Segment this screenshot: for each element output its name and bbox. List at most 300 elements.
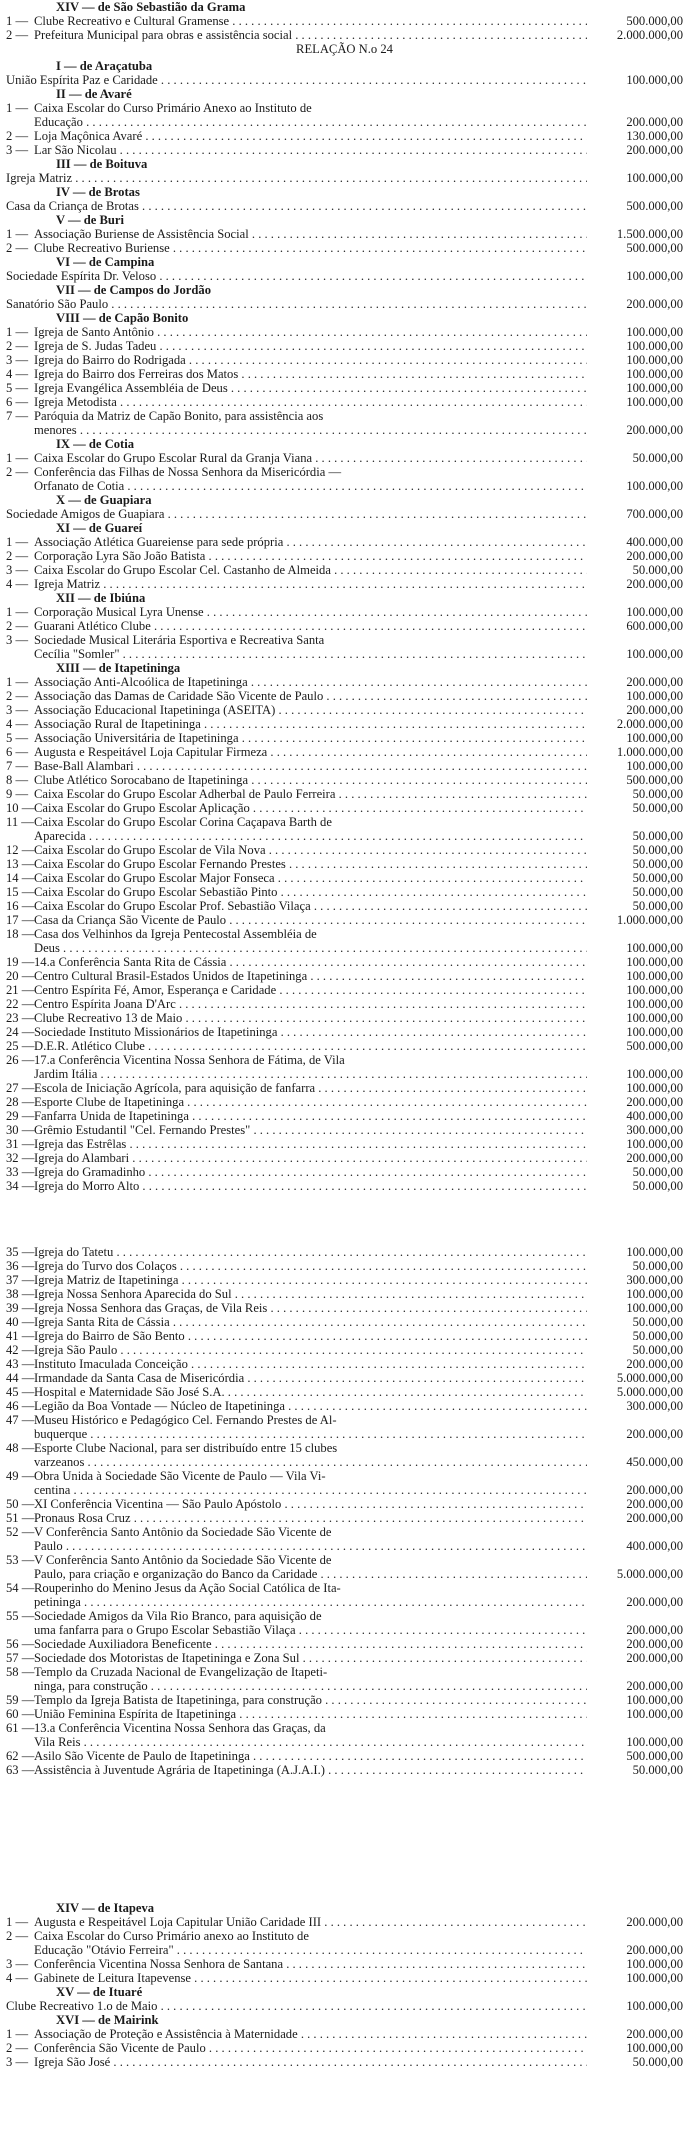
item-number: 47 — bbox=[6, 1413, 35, 1427]
list-item bbox=[6, 1441, 683, 1455]
municipality-heading: IV — de Brotas bbox=[56, 185, 140, 199]
item-number: 1 — bbox=[6, 605, 29, 619]
item-description: Museu Histórico e Pedagógico Cel. Fernando Prestes de Al- bbox=[34, 1413, 337, 1427]
list-item bbox=[6, 1469, 683, 1483]
item-description: Gabinete de Leitura Itapevense . . . bbox=[34, 1971, 587, 1985]
list-item bbox=[6, 577, 683, 591]
item-number: 41 — bbox=[6, 1329, 35, 1343]
municipality-heading: XIII — de Itapetininga bbox=[56, 661, 181, 675]
list-item bbox=[6, 381, 683, 395]
item-number: 19 — bbox=[6, 955, 35, 969]
item-description: Igreja de S. Judas Tadeu . . . bbox=[34, 339, 587, 353]
item-number: 27 — bbox=[6, 1081, 35, 1095]
item-number: 48 — bbox=[6, 1441, 35, 1455]
list-item bbox=[6, 773, 683, 787]
list-item bbox=[6, 423, 683, 437]
list-item bbox=[6, 507, 683, 521]
list-item bbox=[6, 871, 683, 885]
item-number: 13 — bbox=[6, 857, 35, 871]
item-description: 17.a Conferência Vicentina Nossa Senhora de Fátima, de Vila bbox=[34, 1053, 345, 1067]
item-number: 43 — bbox=[6, 1357, 35, 1371]
item-number: 23 — bbox=[6, 1011, 35, 1025]
list-item bbox=[6, 1109, 683, 1123]
list-item bbox=[6, 703, 683, 717]
municipality-heading: XII — de Ibiúna bbox=[56, 591, 146, 605]
item-description: Associação Atlética Guareiense para sede própria . . . bbox=[34, 535, 587, 549]
item-amount: 450.000,00 bbox=[626, 1455, 683, 1469]
item-amount: 50.000,00 bbox=[632, 451, 683, 465]
municipality-heading: I — de Araçatuba bbox=[56, 59, 153, 73]
item-description: Caixa Escolar do Grupo Escolar Major Fonseca . . . bbox=[34, 871, 587, 885]
item-number: 30 — bbox=[6, 1123, 35, 1137]
item-number: 58 — bbox=[6, 1665, 35, 1679]
list-item bbox=[6, 1929, 683, 1943]
item-description: Augusta e Respeitável Loja Capitular União Caridade III . . . bbox=[34, 1915, 587, 1929]
list-item bbox=[6, 605, 683, 619]
item-description: Corporação Lyra São João Batista . . . bbox=[34, 549, 587, 563]
list-item bbox=[6, 1957, 683, 1971]
list-item bbox=[6, 1137, 683, 1151]
item-amount: 50.000,00 bbox=[632, 1179, 683, 1193]
item-description: Augusta e Respeitável Loja Capitular Firmeza . . . bbox=[34, 745, 587, 759]
item-amount: 50.000,00 bbox=[632, 563, 683, 577]
item-number: 33 — bbox=[6, 1165, 35, 1179]
item-description: Igreja do Bairro do Rodrigada . . . bbox=[34, 353, 587, 367]
list-item bbox=[6, 941, 683, 955]
item-description: Caixa Escolar do Grupo Escolar Prof. Sebastião Vilaça . . . bbox=[34, 899, 587, 913]
item-description: Pronaus Rosa Cruz . . . bbox=[34, 1511, 587, 1525]
item-amount: 100.000,00 bbox=[626, 1011, 683, 1025]
item-number: 15 — bbox=[6, 885, 35, 899]
list-item bbox=[6, 28, 683, 42]
list-item bbox=[6, 1081, 683, 1095]
item-amount: 200.000,00 bbox=[626, 1497, 683, 1511]
list-item bbox=[6, 1651, 683, 1665]
item-description: Esporte Clube de Itapetininga . . . bbox=[34, 1095, 587, 1109]
item-amount: 50.000,00 bbox=[632, 1315, 683, 1329]
list-item bbox=[6, 269, 683, 283]
item-description: Clube Recreativo Buriense . . . bbox=[34, 241, 587, 255]
item-number: 10 — bbox=[6, 801, 35, 815]
list-item bbox=[6, 619, 683, 633]
list-item bbox=[6, 409, 683, 423]
list-item bbox=[6, 353, 683, 367]
list-item bbox=[6, 325, 683, 339]
item-amount: 600.000,00 bbox=[626, 619, 683, 633]
list-item bbox=[6, 1399, 683, 1413]
item-amount: 200.000,00 bbox=[626, 1357, 683, 1371]
list-item bbox=[6, 1413, 683, 1427]
item-description: Centro Espírita Fé, Amor, Esperança e Caridade . . . bbox=[34, 983, 587, 997]
municipality-heading: XI — de Guareí bbox=[56, 521, 143, 535]
item-description: Igreja Metodista . . . bbox=[34, 395, 587, 409]
item-description: Caixa Escolar do Grupo Escolar Fernando Prestes . . . bbox=[34, 857, 587, 871]
item-amount: 50.000,00 bbox=[632, 899, 683, 913]
item-description: Orfanato de Cotia . . . bbox=[34, 479, 587, 493]
item-description: Legião da Boa Vontade — Núcleo de Itapetininga . . . bbox=[34, 1399, 587, 1413]
item-number: 28 — bbox=[6, 1095, 35, 1109]
list-item bbox=[6, 14, 683, 28]
item-amount: 100.000,00 bbox=[626, 955, 683, 969]
list-item bbox=[6, 1273, 683, 1287]
item-number: 3 — bbox=[6, 1957, 29, 1971]
item-amount: 100.000,00 bbox=[626, 1957, 683, 1971]
item-description: Igreja do Bairro de São Bento . . . bbox=[34, 1329, 587, 1343]
item-description: Rouperinho do Menino Jesus da Ação Social Católica de Ita- bbox=[34, 1581, 341, 1595]
municipality-heading: XIV — de São Sebastião da Grama bbox=[56, 0, 246, 14]
list-item bbox=[6, 1455, 683, 1469]
item-number: 2 — bbox=[6, 549, 29, 563]
item-amount: 100.000,00 bbox=[626, 983, 683, 997]
item-amount: 50.000,00 bbox=[632, 1763, 683, 1777]
item-amount: 5.000.000,00 bbox=[616, 1385, 683, 1399]
item-description: Templo da Cruzada Nacional de Evangelização de Itapeti- bbox=[34, 1665, 328, 1679]
list-item bbox=[6, 969, 683, 983]
item-description: Igreja Nossa Senhora Aparecida do Sul . . . bbox=[34, 1287, 587, 1301]
item-description: Caixa Escolar do Grupo Escolar de Vila Nova . . . bbox=[34, 843, 587, 857]
item-number: 11 — bbox=[6, 815, 34, 829]
item-number: 22 — bbox=[6, 997, 35, 1011]
item-amount: 500.000,00 bbox=[626, 199, 683, 213]
item-amount: 500.000,00 bbox=[626, 241, 683, 255]
list-item bbox=[6, 1637, 683, 1651]
item-number: 55 — bbox=[6, 1609, 35, 1623]
item-amount: 50.000,00 bbox=[632, 1343, 683, 1357]
item-description: centina . . . bbox=[34, 1483, 587, 1497]
item-amount: 100.000,00 bbox=[626, 1999, 683, 2013]
list-item bbox=[6, 2041, 683, 2055]
item-number: 3 — bbox=[6, 703, 29, 717]
item-amount: 2.000.000,00 bbox=[616, 717, 683, 731]
list-item bbox=[6, 1245, 683, 1259]
list-item bbox=[6, 1525, 683, 1539]
municipality-heading: XVI — de Mairink bbox=[56, 2013, 159, 2027]
list-item bbox=[6, 647, 683, 661]
item-amount: 1.000.000,00 bbox=[616, 913, 683, 927]
item-amount: 100.000,00 bbox=[626, 1067, 683, 1081]
list-item bbox=[6, 1287, 683, 1301]
list-item bbox=[6, 241, 683, 255]
list-item bbox=[6, 927, 683, 941]
item-description: Sociedade Amigos da Vila Rio Branco, para aquisição de bbox=[34, 1609, 322, 1623]
list-item bbox=[6, 885, 683, 899]
item-description: Sociedade Espírita Dr. Veloso . . . bbox=[6, 269, 587, 283]
item-description: Igreja do Alambari . . . bbox=[34, 1151, 587, 1165]
list-item bbox=[6, 479, 683, 493]
item-description: Igreja Matriz . . . bbox=[6, 171, 587, 185]
item-description: 13.a Conferência Vicentina Nossa Senhora das Graças, da bbox=[34, 1721, 326, 1735]
list-item bbox=[6, 1595, 683, 1609]
item-description: Sociedade Instituto Missionários de Itapetininga . . . bbox=[34, 1025, 587, 1039]
item-number: 57 — bbox=[6, 1651, 35, 1665]
item-number: 2 — bbox=[6, 28, 29, 42]
item-amount: 5.000.000,00 bbox=[616, 1371, 683, 1385]
item-amount: 50.000,00 bbox=[632, 871, 683, 885]
item-description: Centro Espírita Joana D'Arc . . . bbox=[34, 997, 587, 1011]
item-amount: 50.000,00 bbox=[632, 787, 683, 801]
item-description: Igreja São José . . . bbox=[34, 2055, 587, 2069]
item-number: 34 — bbox=[6, 1179, 35, 1193]
item-number: 4 — bbox=[6, 1971, 29, 1985]
item-number: 1 — bbox=[6, 535, 29, 549]
item-number: 1 — bbox=[6, 227, 29, 241]
item-description: Aparecida . . . bbox=[34, 829, 587, 843]
list-item bbox=[6, 1357, 683, 1371]
item-amount: 100.000,00 bbox=[626, 2041, 683, 2055]
list-item bbox=[6, 1371, 683, 1385]
item-number: 2 — bbox=[6, 339, 29, 353]
item-amount: 200.000,00 bbox=[626, 549, 683, 563]
list-item bbox=[6, 1329, 683, 1343]
list-item bbox=[6, 1623, 683, 1637]
item-number: 4 — bbox=[6, 717, 29, 731]
list-item bbox=[6, 2027, 683, 2041]
item-amount: 100.000,00 bbox=[626, 605, 683, 619]
item-description: Sociedade Musical Literária Esportiva e Recreativa Santa bbox=[34, 633, 325, 647]
item-description: Educação . . . bbox=[34, 115, 587, 129]
item-description: Igreja Matriz de Itapetininga . . . bbox=[34, 1273, 587, 1287]
item-number: 46 — bbox=[6, 1399, 35, 1413]
item-amount: 100.000,00 bbox=[626, 1287, 683, 1301]
item-description: Associação Rural de Itapetininga . . . bbox=[34, 717, 587, 731]
item-number: 17 — bbox=[6, 913, 35, 927]
list-item bbox=[6, 801, 683, 815]
item-description: XI Conferência Vicentina — São Paulo Apóstolo . . . bbox=[34, 1497, 587, 1511]
item-number: 1 — bbox=[6, 675, 29, 689]
item-number: 35 — bbox=[6, 1245, 35, 1259]
list-item bbox=[6, 115, 683, 129]
item-amount: 100.000,00 bbox=[626, 339, 683, 353]
item-amount: 200.000,00 bbox=[626, 297, 683, 311]
item-amount: 500.000,00 bbox=[626, 1039, 683, 1053]
item-amount: 50.000,00 bbox=[632, 857, 683, 871]
item-amount: 100.000,00 bbox=[626, 997, 683, 1011]
item-description: Igreja Santa Rita de Cássia . . . bbox=[34, 1315, 587, 1329]
list-item bbox=[6, 73, 683, 87]
item-number: 37 — bbox=[6, 1273, 35, 1287]
item-number: 8 — bbox=[6, 773, 29, 787]
item-amount: 50.000,00 bbox=[632, 801, 683, 815]
item-number: 5 — bbox=[6, 381, 29, 395]
list-item bbox=[6, 689, 683, 703]
item-description: Templo da Igreja Batista de Itapetininga, para construção . . . bbox=[34, 1693, 587, 1707]
municipality-heading: XV — de Ituaré bbox=[56, 1985, 143, 1999]
item-number: 4 — bbox=[6, 577, 29, 591]
item-description: Esporte Clube Nacional, para ser distribuído entre 15 clubes bbox=[34, 1441, 338, 1455]
item-number: 32 — bbox=[6, 1151, 35, 1165]
item-amount: 200.000,00 bbox=[626, 1637, 683, 1651]
item-amount: 200.000,00 bbox=[626, 1095, 683, 1109]
item-number: 2 — bbox=[6, 689, 29, 703]
item-amount: 100.000,00 bbox=[626, 73, 683, 87]
list-item bbox=[6, 1343, 683, 1357]
item-number: 2 — bbox=[6, 465, 29, 479]
item-description: uma fanfarra para o Grupo Escolar Sebastião Vilaça . . . bbox=[34, 1623, 587, 1637]
list-item bbox=[6, 1581, 683, 1595]
item-number: 51 — bbox=[6, 1511, 35, 1525]
item-amount: 700.000,00 bbox=[626, 507, 683, 521]
item-amount: 50.000,00 bbox=[632, 829, 683, 843]
item-number: 50 — bbox=[6, 1497, 35, 1511]
item-number: 6 — bbox=[6, 745, 29, 759]
item-description: Caixa Escolar do Curso Primário Anexo ao Instituto de bbox=[34, 101, 312, 115]
item-amount: 200.000,00 bbox=[626, 1651, 683, 1665]
item-number: 3 — bbox=[6, 143, 29, 157]
list-item bbox=[6, 983, 683, 997]
list-item bbox=[6, 1385, 683, 1399]
item-number: 18 — bbox=[6, 927, 35, 941]
item-amount: 200.000,00 bbox=[626, 1427, 683, 1441]
list-item bbox=[6, 731, 683, 745]
list-item bbox=[6, 395, 683, 409]
item-amount: 200.000,00 bbox=[626, 1595, 683, 1609]
item-number: 1 — bbox=[6, 1915, 29, 1929]
item-number: 9 — bbox=[6, 787, 29, 801]
item-description: União Espírita Paz e Caridade . . . bbox=[6, 73, 587, 87]
item-description: Associação de Proteção e Assistência à Maternidade . . . bbox=[34, 2027, 587, 2041]
item-amount: 200.000,00 bbox=[626, 423, 683, 437]
item-description: Instituto Imaculada Conceição . . . bbox=[34, 1357, 587, 1371]
item-amount: 200.000,00 bbox=[626, 1679, 683, 1693]
item-description: Paulo . . . bbox=[34, 1539, 587, 1553]
list-item bbox=[6, 297, 683, 311]
item-description: Associação Buriense de Assistência Social . . . bbox=[34, 227, 587, 241]
item-number: 14 — bbox=[6, 871, 35, 885]
item-description: Igreja Nossa Senhora das Graças, de Vila Reis . . . bbox=[34, 1301, 587, 1315]
item-amount: 200.000,00 bbox=[626, 115, 683, 129]
item-amount: 50.000,00 bbox=[632, 1165, 683, 1179]
list-item bbox=[6, 1553, 683, 1567]
municipality-heading: V — de Buri bbox=[56, 213, 124, 227]
item-amount: 100.000,00 bbox=[626, 395, 683, 409]
item-description: Clube Recreativo 1.o de Maio . . . bbox=[6, 1999, 587, 2013]
item-description: Clube Atlético Sorocabano de Itapetininga . . . bbox=[34, 773, 587, 787]
item-number: 2 — bbox=[6, 129, 29, 143]
list-item bbox=[6, 1539, 683, 1553]
item-number: 3 — bbox=[6, 633, 29, 647]
list-item bbox=[6, 563, 683, 577]
list-item bbox=[6, 1095, 683, 1109]
list-item bbox=[6, 1053, 683, 1067]
item-number: 7 — bbox=[6, 759, 29, 773]
list-item bbox=[6, 899, 683, 913]
item-number: 4 — bbox=[6, 367, 29, 381]
list-item bbox=[6, 535, 683, 549]
item-description: Fanfarra Unida de Itapetininga . . . bbox=[34, 1109, 587, 1123]
list-item bbox=[6, 1679, 683, 1693]
list-item bbox=[6, 1301, 683, 1315]
list-item bbox=[6, 451, 683, 465]
list-item bbox=[6, 745, 683, 759]
municipality-heading: XIV — de Itapeva bbox=[56, 1901, 155, 1915]
item-description: 14.a Conferência Santa Rita de Cássia . . . bbox=[34, 955, 587, 969]
item-description: Casa da Criança de Brotas . . . bbox=[6, 199, 587, 213]
list-item bbox=[6, 367, 683, 381]
item-description: Igreja do Tatetu . . . bbox=[34, 1245, 587, 1259]
item-number: 1 — bbox=[6, 101, 29, 115]
item-amount: 1.000.000,00 bbox=[616, 745, 683, 759]
item-number: 1 — bbox=[6, 14, 29, 28]
list-item bbox=[6, 1011, 683, 1025]
item-description: Igreja do Gramadinho . . . bbox=[34, 1165, 587, 1179]
item-amount: 200.000,00 bbox=[626, 1511, 683, 1525]
municipality-heading: VI — de Campina bbox=[56, 255, 155, 269]
item-number: 45 — bbox=[6, 1385, 35, 1399]
item-description: V Conferência Santo Antônio da Sociedade São Vicente de bbox=[34, 1553, 332, 1567]
list-item bbox=[6, 633, 683, 647]
item-amount: 100.000,00 bbox=[626, 479, 683, 493]
item-amount: 5.000.000,00 bbox=[616, 1567, 683, 1581]
item-description: Sociedade dos Motoristas de Itapetininga e Zona Sul . . . bbox=[34, 1651, 587, 1665]
item-description: Igreja das Estrêlas . . . bbox=[34, 1137, 587, 1151]
item-amount: 100.000,00 bbox=[626, 1245, 683, 1259]
item-number: 1 — bbox=[6, 325, 29, 339]
item-amount: 400.000,00 bbox=[626, 535, 683, 549]
list-item bbox=[6, 1179, 683, 1193]
list-item bbox=[6, 1567, 683, 1581]
item-description: Irmandade da Santa Casa de Misericórdia . . . bbox=[34, 1371, 587, 1385]
item-description: V Conferência Santo Antônio da Sociedade São Vicente de bbox=[34, 1525, 332, 1539]
item-amount: 200.000,00 bbox=[626, 577, 683, 591]
item-amount: 50.000,00 bbox=[632, 1329, 683, 1343]
item-number: 5 — bbox=[6, 731, 29, 745]
item-amount: 100.000,00 bbox=[626, 381, 683, 395]
item-description: Conferência Vicentina Nossa Senhora de Santana . . . bbox=[34, 1957, 587, 1971]
item-description: Caixa Escolar do Grupo Escolar Adherbal de Paulo Ferreira . . . bbox=[34, 787, 587, 801]
item-amount: 300.000,00 bbox=[626, 1399, 683, 1413]
item-description: Sociedade Auxiliadora Beneficente . . . bbox=[34, 1637, 587, 1651]
list-item bbox=[6, 1039, 683, 1053]
item-number: 26 — bbox=[6, 1053, 35, 1067]
list-item bbox=[6, 1721, 683, 1735]
municipality-heading: IX — de Cotia bbox=[56, 437, 135, 451]
item-number: 2 — bbox=[6, 1929, 29, 1943]
item-description: Assistência à Juventude Agrária de Itapetininga (A.J.A.I.) . . . bbox=[34, 1763, 587, 1777]
list-item bbox=[6, 1315, 683, 1329]
item-description: Associação das Damas de Caridade São Vicente de Paulo . . . bbox=[34, 689, 587, 703]
item-amount: 500.000,00 bbox=[626, 773, 683, 787]
item-description: Centro Cultural Brasil-Estados Unidos de Itapetininga . . . bbox=[34, 969, 587, 983]
item-amount: 100.000,00 bbox=[626, 353, 683, 367]
item-number: 54 — bbox=[6, 1581, 35, 1595]
list-item bbox=[6, 1259, 683, 1273]
list-item bbox=[6, 1943, 683, 1957]
item-description: Igreja de Santo Antônio . . . bbox=[34, 325, 587, 339]
item-amount: 200.000,00 bbox=[626, 143, 683, 157]
item-amount: 100.000,00 bbox=[626, 647, 683, 661]
item-description: Conferência das Filhas de Nossa Senhora da Misericórdia — bbox=[34, 465, 342, 479]
item-amount: 200.000,00 bbox=[626, 703, 683, 717]
item-number: 20 — bbox=[6, 969, 35, 983]
item-number: 3 — bbox=[6, 2055, 29, 2069]
item-number: 42 — bbox=[6, 1343, 35, 1357]
item-amount: 100.000,00 bbox=[626, 969, 683, 983]
list-item bbox=[6, 955, 683, 969]
item-description: Igreja Matriz . . . bbox=[34, 577, 587, 591]
item-amount: 50.000,00 bbox=[632, 2055, 683, 2069]
item-amount: 500.000,00 bbox=[626, 1749, 683, 1763]
item-number: 7 — bbox=[6, 409, 29, 423]
item-description: petininga . . . bbox=[34, 1595, 587, 1609]
list-item bbox=[6, 913, 683, 927]
list-item bbox=[6, 1497, 683, 1511]
item-description: Caixa Escolar do Grupo Escolar Cel. Castanho de Almeida . . . bbox=[34, 563, 587, 577]
item-description: Educação "Otávio Ferreira" . . . bbox=[34, 1943, 587, 1957]
item-number: 2 — bbox=[6, 619, 29, 633]
item-amount: 100.000,00 bbox=[626, 941, 683, 955]
item-amount: 50.000,00 bbox=[632, 885, 683, 899]
item-description: Prefeitura Municipal para obras e assistência social . . . bbox=[34, 28, 587, 42]
